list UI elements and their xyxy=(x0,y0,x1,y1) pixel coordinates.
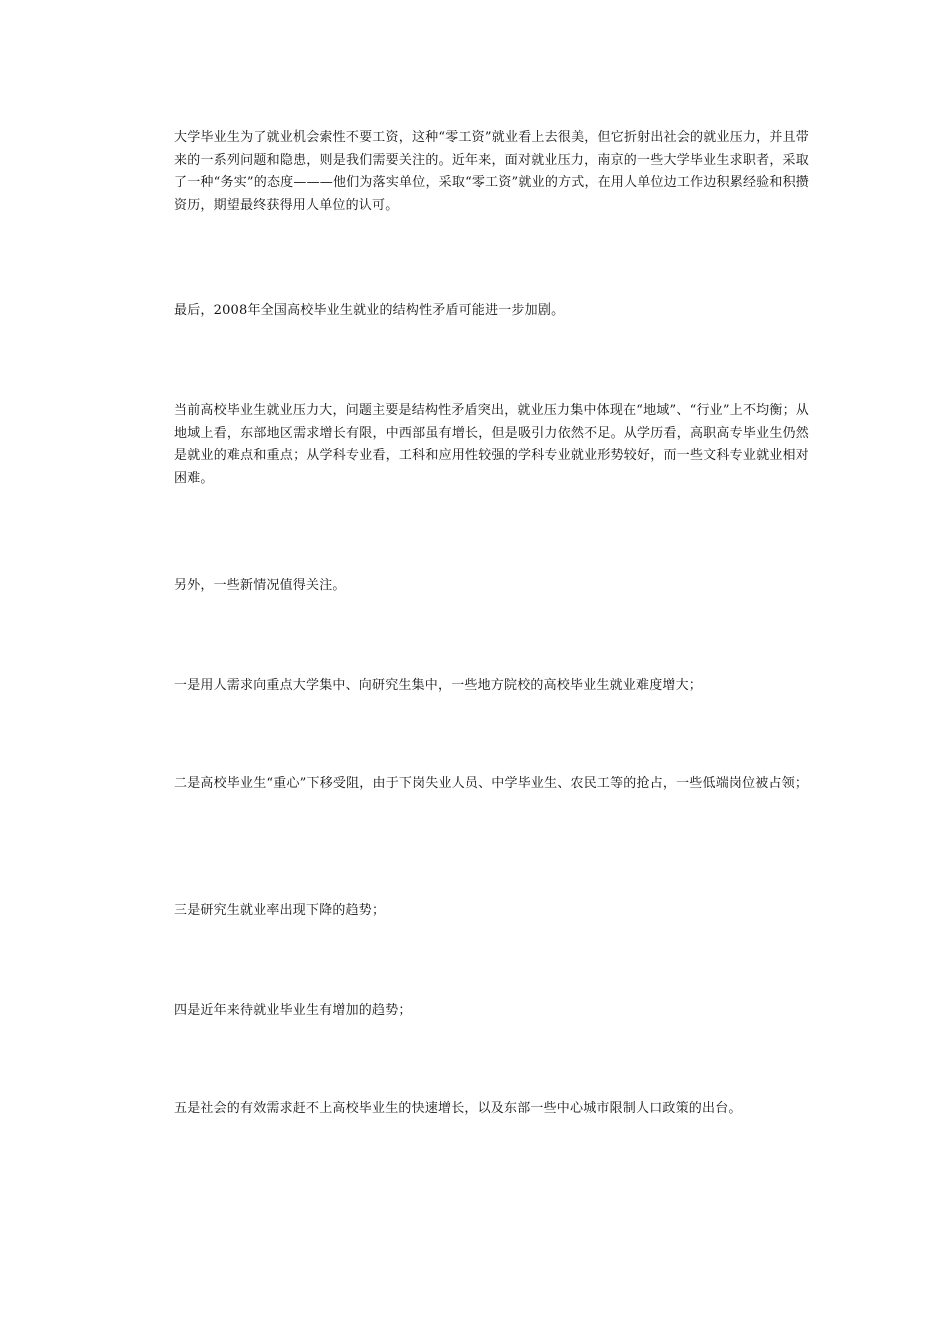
paragraph-point-one: 一是用人需求向重点大学集中、向研究生集中，一些地方院校的高校毕业生就业难度增大； xyxy=(174,678,703,693)
paragraph-point-two: 二是高校毕业生“重心”下移受阻，由于下岗失业人员、中学毕业生、农民工等的抢占，一些低端岗位被占领； xyxy=(174,776,809,791)
paragraph-structural-conflict-2008: 最后，2008年全国高校毕业生就业的结构性矛盾可能进一步加剧。 xyxy=(174,303,565,318)
paragraph-zero-wage-employment: 大学毕业生为了就业机会索性不要工资，这种“零工资”就业看上去很美，但它折射出社会的就业压力，并且带来的一系列问题和隐患，则是我们需要关注的。近年来，面对就业压力，南京的一些大学毕业生求职者，采取了一种“务实”的态度———他们为落实单位，采取“零工资”就业的方式，在用人单位边工作边积累经验和积攒资历，期望最终获得用人单位的认可。 xyxy=(174,130,809,213)
paragraph-point-five: 五是社会的有效需求赶不上高校毕业生的快速增长，以及东部一些中心城市限制人口政策的出台。 xyxy=(174,1101,742,1116)
paragraph-current-pressure: 当前高校毕业生就业压力大，问题主要是结构性矛盾突出，就业压力集中体现在“地域”、“行业”上不均衡；从地域上看，东部地区需求增长有限，中西部虽有增长，但是吸引力依然不足。从学历看，高职高专毕业生仍然是就业的难点和重点；从学科专业看，工科和应用性较强的学科专业就业形势较好，而一些文科专业就业相对困难。 xyxy=(174,403,809,486)
paragraph-point-three: 三是研究生就业率出现下降的趋势； xyxy=(174,903,386,918)
paragraph-new-situations: 另外，一些新情况值得关注。 xyxy=(174,578,346,593)
paragraph-point-four: 四是近年来待就业毕业生有增加的趋势； xyxy=(174,1003,412,1018)
